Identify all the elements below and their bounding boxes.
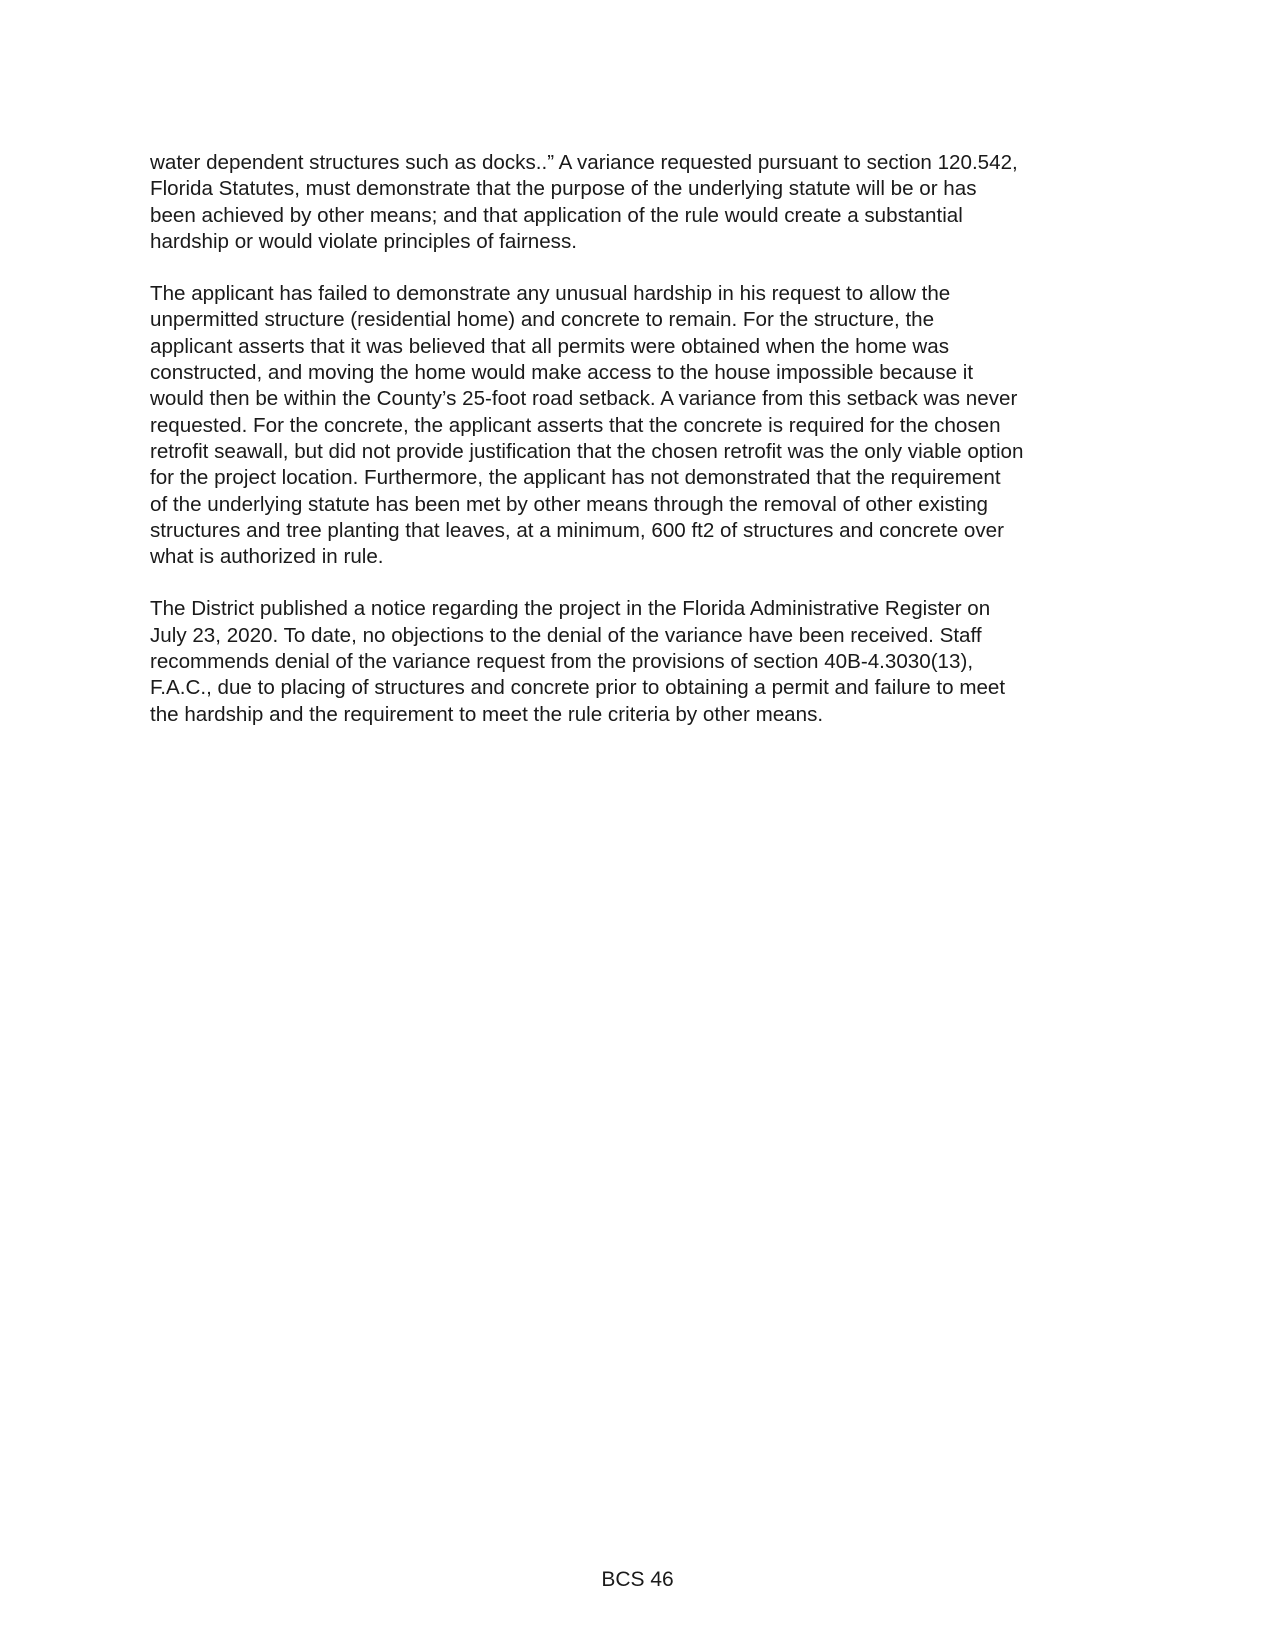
- text-line: the hardship and the requirement to meet the rule criteria by other means.: [150, 702, 824, 726]
- text-line: for the project location. Furthermore, the applicant has not demonstrated that the requirement: [150, 466, 1001, 490]
- text-line: been achieved by other means; and that application of the rule would create a substantial: [150, 203, 963, 227]
- text-line: constructed, and moving the home would make access to the house impossible because it: [150, 361, 974, 385]
- text-line: applicant asserts that it was believed that all permits were obtained when the home was: [150, 334, 950, 358]
- page-footer: BCS 46: [601, 1568, 674, 1591]
- text-line: requested. For the concrete, the applicant asserts that the concrete is required for the chosen: [150, 413, 1001, 437]
- text-line: water dependent structures such as docks..” A variance requested pursuant to section 120.542,: [150, 151, 1018, 174]
- text-line: would then be within the County’s 25-foot road setback. A variance from this setback was never: [150, 387, 1018, 411]
- text-line: F.A.C., due to placing of structures and concrete prior to obtaining a permit and failure to meet: [150, 676, 1006, 700]
- text-line: retrofit seawall, but did not provide justification that the chosen retrofit was the only viable option: [150, 439, 1024, 463]
- paragraph-variance-requirements: [150, 150, 1140, 255]
- document-body: [150, 150, 1140, 754]
- text-line: recommends denial of the variance request from the provisions of section 40B-4.3030(13),: [150, 650, 974, 674]
- paragraph-staff-recommendation: [150, 596, 1140, 727]
- text-line: July 23, 2020. To date, no objections to the denial of the variance have been received. Staff: [150, 623, 982, 647]
- text-line: unpermitted structure (residential home) and concrete to remain. For the structure, the: [150, 308, 935, 332]
- text-line: Florida Statutes, must demonstrate that the purpose of the underlying statute will be or has: [150, 177, 977, 201]
- paragraph-hardship-analysis: [150, 281, 1140, 570]
- text-line: The applicant has failed to demonstrate any unusual hardship in his request to allow the: [150, 282, 951, 306]
- text-line: structures and tree planting that leaves, at a minimum, 600 ft2 of structures and concrete over: [150, 518, 1004, 542]
- text-line: The District published a notice regarding the project in the Florida Administrative Register on: [150, 597, 991, 621]
- text-line: hardship or would violate principles of fairness.: [150, 229, 577, 253]
- text-line: what is authorized in rule.: [150, 545, 384, 569]
- text-line: of the underlying statute has been met by other means through the removal of other existing: [150, 492, 988, 516]
